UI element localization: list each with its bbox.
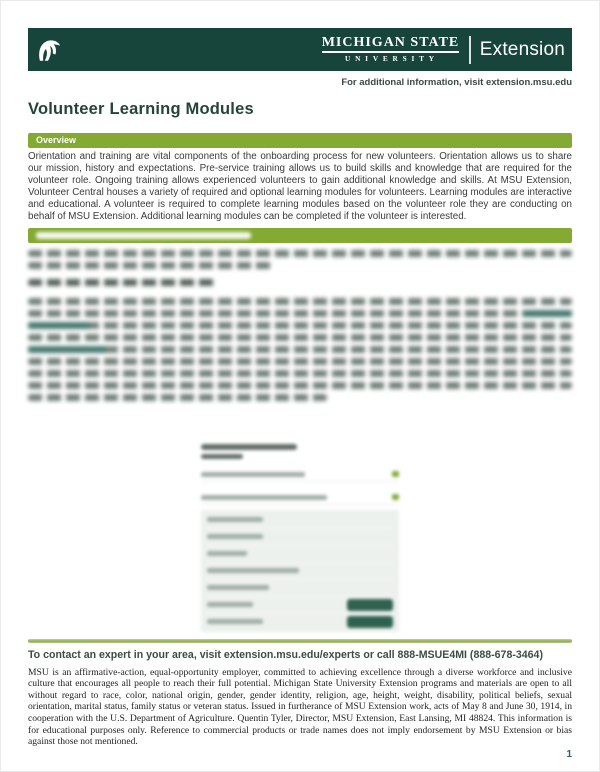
blurred-row-label bbox=[207, 568, 299, 574]
dropdown-arrow-icon bbox=[392, 471, 399, 477]
redacted-section-heading bbox=[36, 232, 251, 239]
msu-extension-banner bbox=[28, 28, 572, 71]
blurred-row-label bbox=[207, 517, 263, 523]
screenshot-button bbox=[347, 616, 393, 628]
blurred-text-line bbox=[28, 262, 273, 269]
blurred-text-line bbox=[28, 334, 572, 341]
blurred-text-line bbox=[28, 346, 572, 353]
redacted-hyperlink[interactable] bbox=[28, 322, 90, 329]
blurred-row-label bbox=[207, 534, 263, 540]
redacted-hyperlink[interactable] bbox=[524, 310, 572, 317]
blurred-field-label bbox=[201, 495, 327, 500]
screenshot-list-row bbox=[207, 545, 393, 562]
screenshot-list-panel bbox=[201, 510, 399, 632]
wordmark-line1: MICHIGAN STATE bbox=[322, 36, 460, 53]
blurred-row-label bbox=[207, 551, 247, 557]
footer-divider-rule bbox=[28, 639, 572, 643]
redacted-paragraph-intro bbox=[28, 250, 572, 269]
blurred-text-line bbox=[28, 322, 572, 329]
spartan-helmet-icon bbox=[34, 36, 64, 64]
redacted-subheading bbox=[28, 279, 572, 286]
blurred-field-label bbox=[201, 472, 305, 477]
blurred-row-label bbox=[207, 585, 269, 591]
screenshot-list-row bbox=[207, 562, 393, 579]
screenshot-list-row bbox=[207, 579, 393, 596]
overview-section-bar bbox=[28, 133, 572, 148]
blurred-text-line bbox=[28, 310, 572, 317]
screenshot-field-row bbox=[201, 491, 399, 505]
redacted-section-bar bbox=[28, 228, 572, 243]
blurred-row-label bbox=[207, 602, 253, 608]
extension-brand: Extension bbox=[479, 38, 565, 60]
screenshot-title-line bbox=[201, 454, 243, 459]
page-title: Volunteer Learning Modules bbox=[28, 100, 254, 118]
screenshot-list-row bbox=[207, 528, 393, 545]
screenshot-button bbox=[347, 599, 393, 611]
screenshot-list-row bbox=[207, 613, 393, 630]
blurred-text-line bbox=[28, 382, 572, 389]
banner-divider bbox=[469, 36, 471, 64]
wordmark-line2: UNIVERSITY bbox=[345, 54, 439, 64]
dropdown-arrow-icon bbox=[392, 494, 399, 500]
blurred-text-line bbox=[28, 298, 572, 305]
blurred-text-line bbox=[28, 358, 572, 365]
screenshot-field-row bbox=[201, 468, 399, 482]
blurred-text-line bbox=[28, 250, 572, 257]
page-number: 1 bbox=[566, 749, 572, 760]
info-tagline: For additional information, visit extension.msu.edu bbox=[341, 77, 572, 88]
overview-heading: Overview bbox=[36, 135, 77, 145]
redacted-hyperlink[interactable] bbox=[28, 346, 106, 353]
screenshot-list-row bbox=[207, 512, 393, 528]
screenshot-list-row bbox=[207, 596, 393, 613]
overview-paragraph: Orientation and training are vital components of the onboarding process for new volunteers. Orientation allows us to share our mission, history and expectations. Pre-service training allows us to build skills and knowledge that are required for the volunteer role. Ongoing training allows experienced volunteers to gain additional knowledge and skills. At MSU Extension, Volunteer Central houses a variety of required and optional learning modules for volunteers. Learning modules are interactive and educational. A volunteer is required to complete learning modules based on the volunteer role they are conducting on behalf of MSU Extension. Additional learning modules can be completed if the volunteer is interested. bbox=[28, 151, 572, 222]
embedded-screenshot bbox=[201, 444, 399, 632]
banner-brand-group bbox=[322, 36, 572, 64]
redacted-paragraph-body bbox=[28, 298, 572, 401]
blurred-text-line bbox=[28, 370, 572, 377]
blurred-text-line bbox=[28, 394, 327, 401]
screenshot-title-line bbox=[201, 444, 297, 450]
blurred-row-label bbox=[207, 619, 263, 625]
contact-expert-line: To contact an expert in your area, visit extension.msu.edu/experts or call 888-MSUE4MI (888-678-3464) bbox=[28, 648, 543, 661]
legal-disclaimer: MSU is an affirmative-action, equal-opportunity employer, committed to achieving excellence through a diverse workforce and inclusive culture that encourages all people to reach their full potential. Michigan State University Extension programs and materials are open to all without regard to race, color, national origin, gender, gender identity, religion, age, height, weight, disability, political beliefs, sexual orientation, marital status, family status or veteran status. Issued in furtherance of MSU Extension work, acts of May 8 and June 30, 1914, in cooperation with the U.S. Department of Agriculture. Quentin Tyler, Director, MSU Extension, East Lansing, MI 48824. This information is for educational purposes only. Reference to commercial products or trade names does not imply endorsement by MSU Extension or bias against those not mentioned. bbox=[28, 666, 572, 748]
blurred-subheading-line bbox=[28, 279, 218, 286]
msu-wordmark bbox=[322, 36, 460, 64]
